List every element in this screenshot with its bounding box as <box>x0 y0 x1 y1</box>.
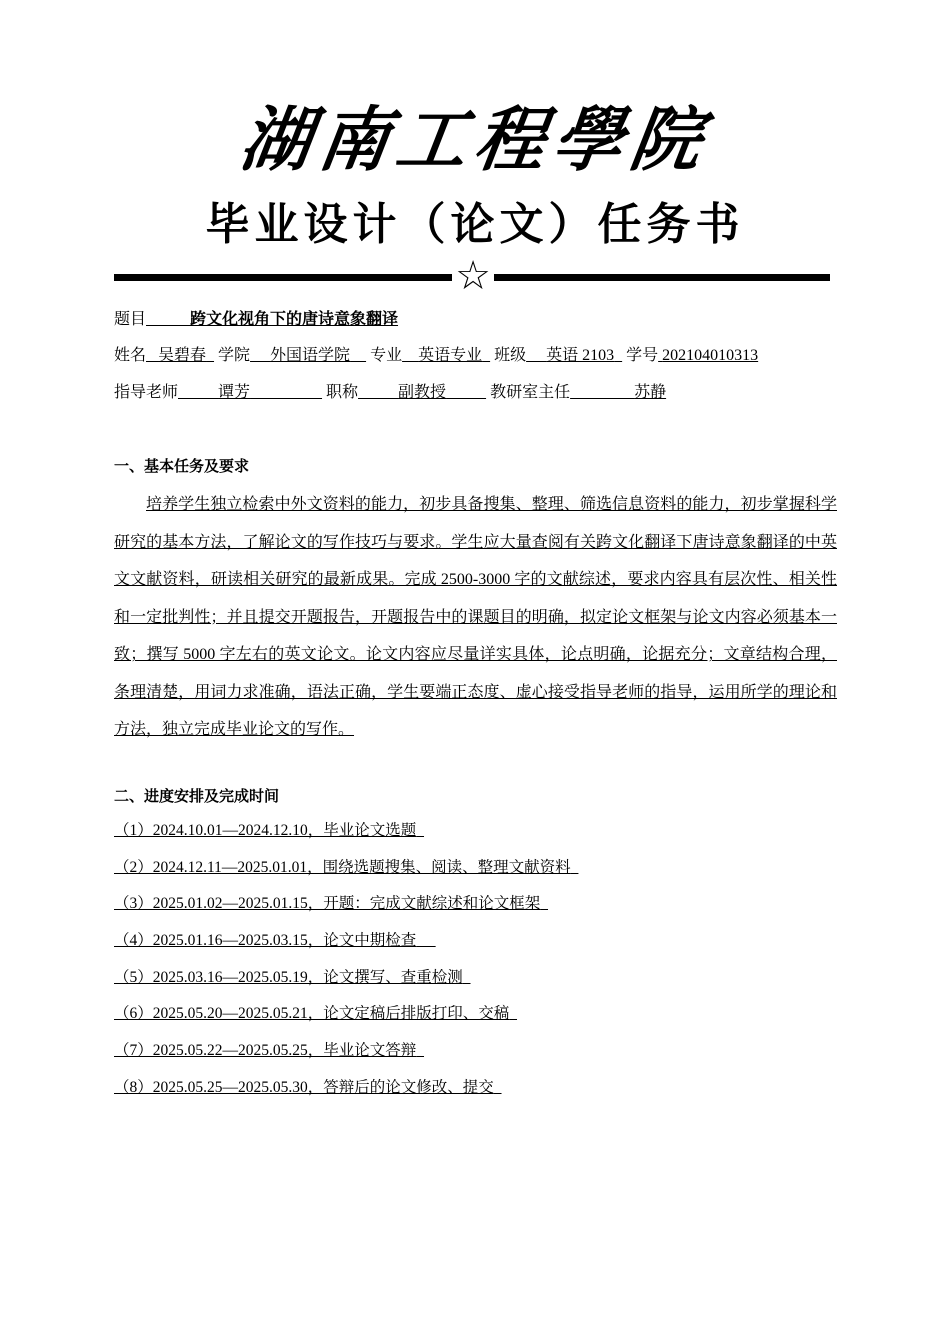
schedule-item: （3）2025.01.02—2025.01.15，开题：完成文献综述和论文框架 <box>114 895 541 913</box>
schedule-item: （5）2025.03.16—2025.05.19，论文撰写、查重检测 <box>114 968 463 986</box>
id-label: 学号 <box>626 347 659 364</box>
advisor-value: 谭芳 <box>218 384 251 401</box>
student-id-value: 202104010313 <box>662 347 759 364</box>
director-label: 教研室主任 <box>490 384 571 401</box>
schedule-item: （4）2025.01.16—2025.03.15，论文中期检查 <box>114 932 417 950</box>
college-label: 学院 <box>218 347 251 364</box>
schedule-item: （2）2024.12.11—2025.01.01，围绕选题搜集、阅读、整理文献资料 <box>114 858 571 876</box>
institution-logo: 湖南工程學院 <box>235 98 715 181</box>
schedule-list <box>114 820 578 1114</box>
star-icon: ☆ <box>452 252 494 300</box>
director-value: 苏静 <box>634 384 667 401</box>
major-label: 专业 <box>370 347 403 364</box>
advisor-label: 指导老师 <box>114 384 179 401</box>
class-label: 班级 <box>494 347 527 364</box>
schedule-item: （8）2025.05.25—2025.05.30，答辩后的论文修改、提交 <box>114 1078 494 1096</box>
rank-value: 副教授 <box>398 384 447 401</box>
topic-value: 跨文化视角下的唐诗意象翻译 <box>190 311 399 328</box>
college-value: 外国语学院 <box>270 347 351 364</box>
section1-body: 培养学生独立检索中外文资料的能力，初步具备搜集、整理、筛选信息资料的能力，初步掌握科学研究的基本方法，了解论文的写作技巧与要求。学生应大量查阅有关跨文化翻译下唐诗意象翻译的中英文文献资料，研读相关研究的最新成果。完成 2500-3000 字的文献综述，要求内容具有层次性、相关性和一定批判性；并且提交开题报告，开题报告中的课题目的明确，拟定论文框架与论文内容必须基本一致；撰写 5000 字左右的英文论文。论文内容应尽量详实具体，论点明确，论据充分；文章结构合理，条理清楚，用词力求准确，语法正确，学生要端正态度、虚心接受指导老师的指导，运用所学的理论和方法，独立完成毕业论文的写作。 <box>114 496 837 738</box>
section2-heading: 二、进度安排及完成时间 <box>114 787 280 805</box>
major-value: 英语专业 <box>418 347 483 364</box>
student-row <box>114 345 758 367</box>
section1-heading: 一、基本任务及要求 <box>114 457 250 475</box>
page-title: 毕业设计（论文）任务书 <box>205 199 745 250</box>
topic-label: 题目 <box>114 311 147 328</box>
advisor-row <box>114 382 666 404</box>
rank-label: 职称 <box>326 384 359 401</box>
name-value: 吴碧春 <box>158 347 207 364</box>
schedule-item: （1）2024.10.01—2024.12.10，毕业论文选题 <box>114 822 417 839</box>
class-value: 英语 2103 <box>546 347 615 364</box>
name-label: 姓名 <box>114 347 147 364</box>
schedule-item: （7）2025.05.22—2025.05.25，毕业论文答辩 <box>114 1042 417 1060</box>
topic-row <box>114 309 398 331</box>
schedule-item: （6）2025.05.20—2025.05.21，论文定稿后排版打印、交稿 <box>114 1005 510 1023</box>
